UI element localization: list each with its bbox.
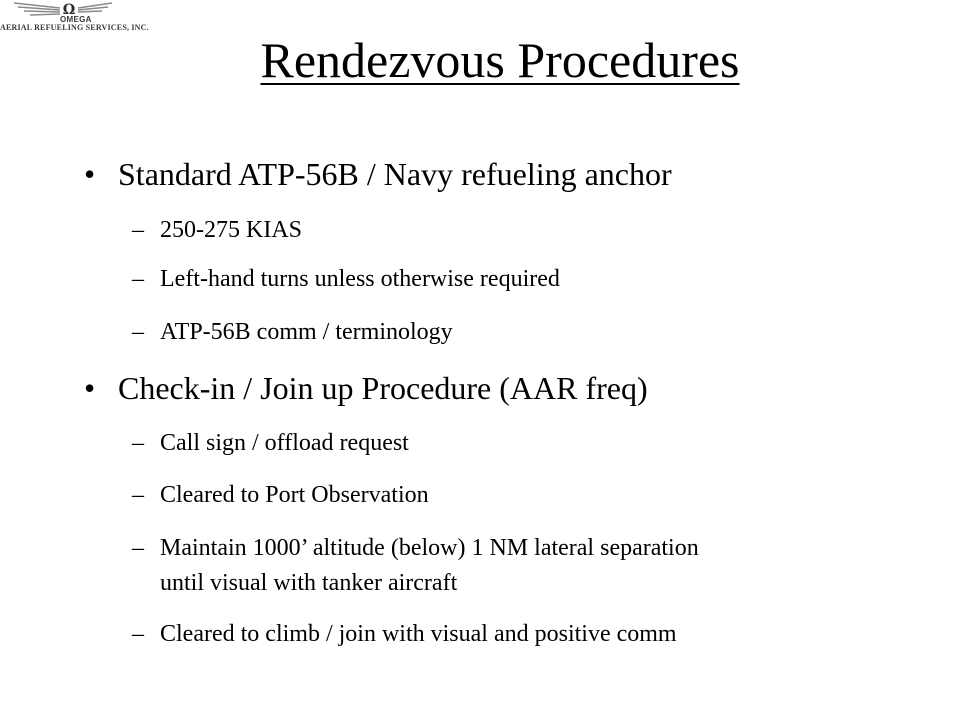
sub-bullet-continuation [160,567,457,599]
slide-title: Rendezvous Procedures [260,32,740,88]
logo-company: AERIAL REFUELING SERVICES, INC. [0,23,149,32]
bullet-text: Standard ATP-56B / Navy refueling anchor [118,156,672,192]
bullet-item [84,156,672,192]
dash-icon: – [132,319,144,345]
company-logo [0,0,149,34]
dash-icon: – [132,430,144,456]
sub-bullet-item [132,618,677,650]
dash-icon: – [132,621,144,647]
sub-bullet-text: Cleared to climb / join with visual and positive comm [160,621,677,647]
dash-icon: – [132,217,144,243]
sub-bullet-text: Cleared to Port Observation [160,482,429,508]
dash-icon: – [132,535,144,561]
sub-bullet-item [132,479,429,511]
logo-name: OMEGA [60,15,92,24]
dash-icon: – [132,482,144,508]
sub-bullet-text: Maintain 1000’ altitude (below) 1 NM lateral separation [160,535,699,561]
bullet-text: Check-in / Join up Procedure (AAR freq) [118,370,648,406]
sub-bullet-item [132,316,453,348]
sub-bullet-text: 250-275 KIAS [160,217,302,243]
sub-bullet-text: Left-hand turns unless otherwise required [160,266,560,292]
dash-icon: – [132,266,144,292]
bullet-dot-icon: • [84,370,96,406]
sub-bullet-item [132,263,560,295]
bullet-item [84,370,648,406]
bullet-dot-icon: • [84,156,96,192]
sub-bullet-item [132,532,699,564]
sub-bullet-text: Call sign / offload request [160,430,409,456]
omega-symbol: Ω [62,2,76,18]
sub-bullet-item [132,214,302,246]
sub-bullet-item [132,427,409,459]
sub-bullet-text: until visual with tanker aircraft [160,570,458,596]
sub-bullet-text: ATP-56B comm / terminology [160,319,453,345]
